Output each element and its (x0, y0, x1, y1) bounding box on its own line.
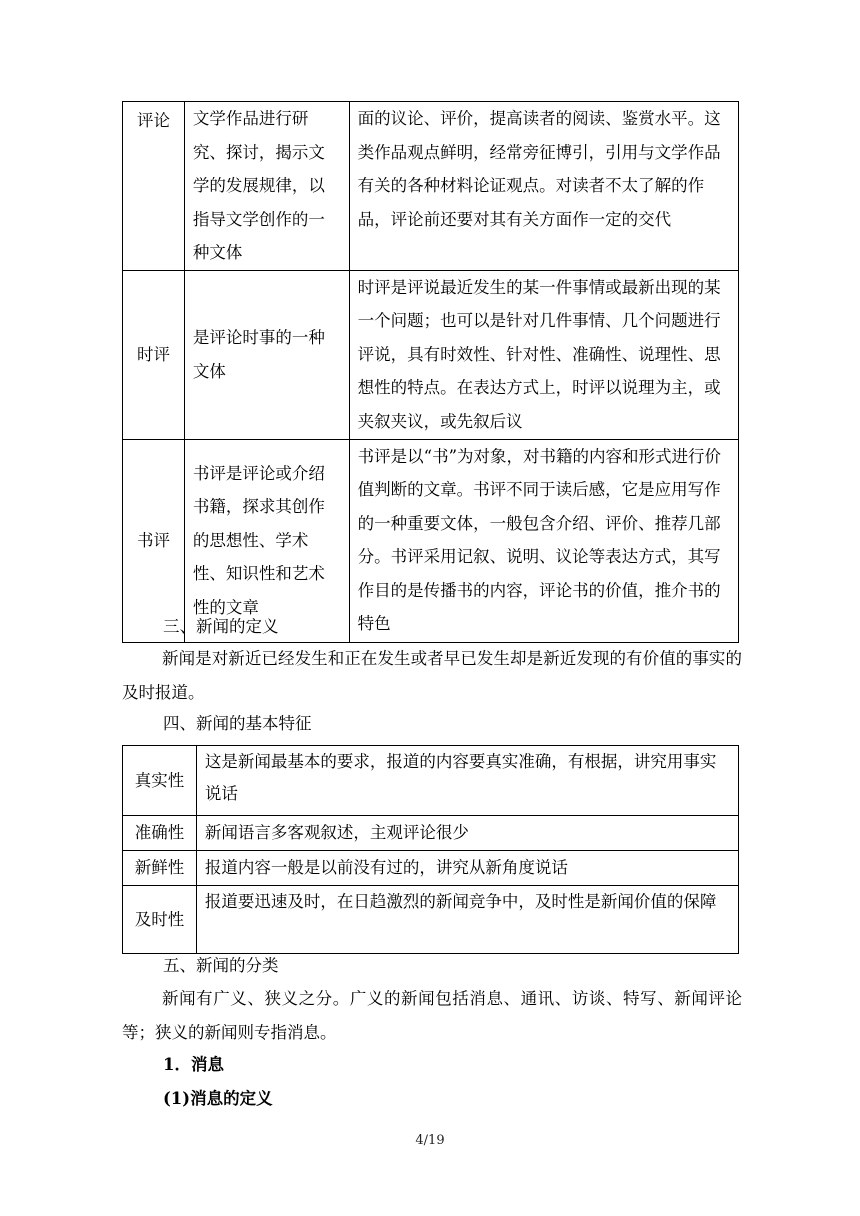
table-row (123, 886, 739, 954)
feature-cell: 准确性 (123, 816, 197, 851)
subsection-heading: 1．消息 (163, 1055, 224, 1074)
page-number: 4/19 (415, 1133, 445, 1148)
section-paragraph: 新闻有广义、狭义之分。广义的新闻包括消息、通讯、访谈、特写、新闻评论等；狭义的新闻则专指消息。 (122, 989, 742, 1042)
category-cell: 时评 (123, 270, 185, 439)
section-heading: 三、新闻的定义 (163, 617, 279, 636)
feature-description-cell: 新闻语言多客观叙述，主观评论很少 (196, 816, 738, 851)
subsection-heading: (1)消息的定义 (163, 1089, 273, 1108)
section-paragraph: 新闻是对新近已经发生和正在发生或者早已发生却是新近发现的有价值的事实的及时报道。 (122, 649, 742, 702)
feature-cell: 真实性 (123, 746, 197, 816)
feature-description-cell: 报道内容一般是以前没有过的，讲究从新角度说话 (196, 851, 738, 886)
feature-cell: 新鲜性 (123, 851, 197, 886)
section-heading: 四、新闻的基本特征 (163, 714, 312, 733)
table-row (123, 270, 739, 439)
category-cell: 评论 (123, 102, 185, 271)
description-cell: 时评是评说最近发生的某一件事情或最新出现的某一个问题；也可以是针对几件事情、几个问题进行评说，具有时效性、针对性、准确性、说理性、思想性的特点。在表达方式上，时评以说理为主，或夹叙夹议，或先叙后议 (349, 270, 738, 439)
table-row (123, 816, 739, 851)
section-heading: 五、新闻的分类 (163, 956, 279, 975)
description-cell: 面的议论、评价，提高读者的阅读、鉴赏水平。这类作品观点鲜明，经常旁征博引，引用与文学作品有关的各种材料论证观点。对读者不太了解的作品，评论前还要对其有关方面作一定的交代 (349, 102, 738, 271)
genres-table (122, 101, 739, 643)
definition-cell: 文学作品进行研究、探讨，揭示文学的发展规律，以指导文学创作的一种文体 (184, 102, 349, 271)
description-cell: 书评是以“书”为对象，对书籍的内容和形式进行价值判断的文章。书评不同于读后感，它是应用写作的一种重要文体，一般包含介绍、评价、推荐几部分。书评采用记叙、说明、议论等表达方式，其写作目的是传播书的内容，评论书的价值，推介书的特色 (349, 439, 738, 642)
features-table (122, 745, 739, 954)
feature-description-cell: 这是新闻最基本的要求，报道的内容要真实准确，有根据，讲究用事实说话 (196, 746, 738, 816)
table-row (123, 746, 739, 816)
feature-cell: 及时性 (123, 886, 197, 954)
definition-cell: 是评论时事的一种文体 (184, 270, 349, 439)
table-row (123, 102, 739, 271)
category-cell: 书评 (123, 439, 185, 642)
definition-cell: 书评是评论或介绍书籍，探求其创作的思想性、学术性、知识性和艺术性的文章 (184, 439, 349, 642)
feature-description-cell: 报道要迅速及时，在日趋激烈的新闻竞争中，及时性是新闻价值的保障 (196, 886, 738, 954)
table-row (123, 851, 739, 886)
